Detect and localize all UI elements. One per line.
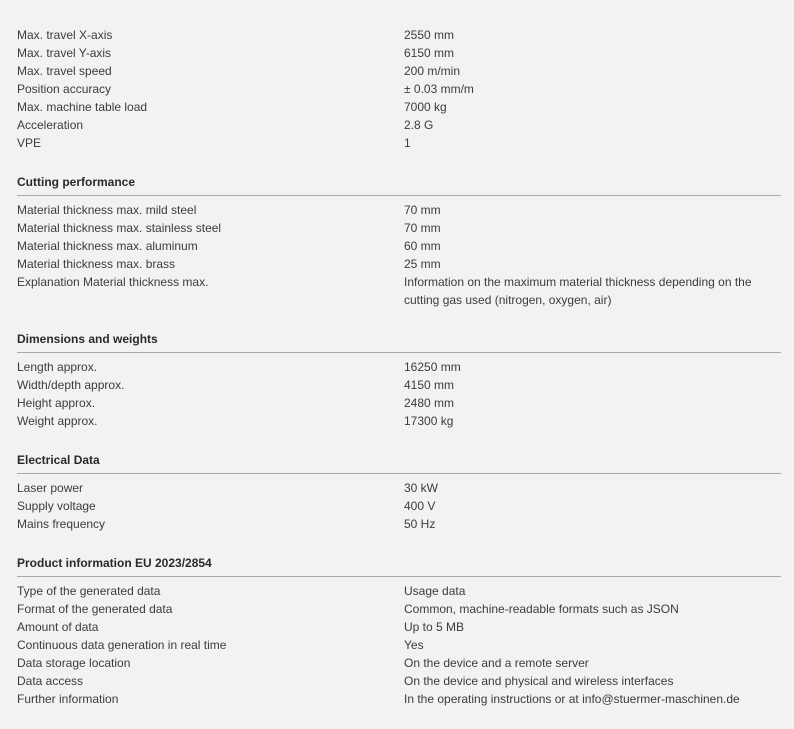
section-title: Product information EU 2023/2854 <box>17 533 781 577</box>
spec-label: Position accuracy <box>17 82 112 96</box>
spec-row <box>17 412 781 430</box>
spec-value: 25 mm <box>404 257 441 271</box>
spec-value: ± 0.03 mm/m <box>404 82 474 96</box>
spec-label: Continuous data generation in real time <box>17 638 227 652</box>
spec-label: Data storage location <box>17 656 131 670</box>
spec-row <box>17 515 781 533</box>
spec-row <box>17 672 781 690</box>
spec-value: 2550 mm <box>404 28 455 42</box>
spec-label: Weight approx. <box>17 414 98 428</box>
section-title: Cutting performance <box>17 152 781 196</box>
spec-label: Mains frequency <box>17 517 106 531</box>
spec-row <box>17 273 781 309</box>
spec-value: 30 kW <box>404 481 439 495</box>
spec-value: 400 V <box>404 499 436 513</box>
spec-row <box>17 237 781 255</box>
spec-label: Max. travel speed <box>17 64 112 78</box>
spec-value: Information on the maximum material thickness depending on the cutting gas used (nitrogen, oxygen, air) <box>404 275 752 307</box>
spec-row <box>17 582 781 600</box>
spec-value: In the operating instructions or at info@stuermer-maschinen.de <box>404 692 740 706</box>
spec-label: Format of the generated data <box>17 602 173 616</box>
spec-value: On the device and a remote server <box>404 656 589 670</box>
spec-row <box>17 358 781 376</box>
spec-value: 70 mm <box>404 221 441 235</box>
spec-label: Material thickness max. brass <box>17 257 176 271</box>
section-cutting-performance <box>17 152 781 309</box>
spec-value: 2.8 G <box>404 118 434 132</box>
spec-label: Amount of data <box>17 620 99 634</box>
spec-label: Acceleration <box>17 118 84 132</box>
spec-label: Further information <box>17 692 119 706</box>
section-product-information <box>17 533 781 708</box>
spec-value: 2480 mm <box>404 396 455 410</box>
spec-label: Data access <box>17 674 84 688</box>
spec-label: VPE <box>17 136 42 150</box>
spec-row <box>17 600 781 618</box>
spec-row <box>17 44 781 62</box>
spec-row <box>17 201 781 219</box>
spec-label: Length approx. <box>17 360 98 374</box>
spec-value: Usage data <box>404 584 466 598</box>
spec-label: Type of the generated data <box>17 584 161 598</box>
spec-row <box>17 219 781 237</box>
spec-value: 50 Hz <box>404 517 436 531</box>
spec-label: Laser power <box>17 481 84 495</box>
spec-label: Material thickness max. stainless steel <box>17 221 222 235</box>
spec-label: Material thickness max. aluminum <box>17 239 198 253</box>
spec-row <box>17 80 781 98</box>
spec-label: Max. machine table load <box>17 100 148 114</box>
spec-value: 1 <box>404 136 411 150</box>
general-specs <box>17 26 781 152</box>
section-title: Dimensions and weights <box>17 309 781 353</box>
spec-row <box>17 116 781 134</box>
spec-value: 4150 mm <box>404 378 455 392</box>
spec-value: 7000 kg <box>404 100 447 114</box>
spec-row <box>17 376 781 394</box>
spec-value: 60 mm <box>404 239 441 253</box>
spec-row <box>17 62 781 80</box>
spec-label: Material thickness max. mild steel <box>17 203 197 217</box>
spec-value: 6150 mm <box>404 46 455 60</box>
section-title: Electrical Data <box>17 430 781 474</box>
spec-label: Supply voltage <box>17 499 96 513</box>
spec-value: Up to 5 MB <box>404 620 465 634</box>
spec-row <box>17 497 781 515</box>
spec-row <box>17 255 781 273</box>
spec-row <box>17 98 781 116</box>
spec-row <box>17 654 781 672</box>
spec-row <box>17 690 781 708</box>
spec-label: Width/depth approx. <box>17 378 125 392</box>
spec-row <box>17 394 781 412</box>
spec-label: Height approx. <box>17 396 96 410</box>
spec-value: 200 m/min <box>404 64 461 78</box>
spec-row <box>17 479 781 497</box>
spec-row <box>17 618 781 636</box>
spec-value: On the device and physical and wireless interfaces <box>404 674 674 688</box>
spec-row <box>17 26 781 44</box>
section-electrical-data <box>17 430 781 533</box>
spec-row <box>17 636 781 654</box>
spec-value: Common, machine-readable formats such as JSON <box>404 602 679 616</box>
spec-label: Explanation Material thickness max. <box>17 275 209 289</box>
spec-row <box>17 134 781 152</box>
spec-label: Max. travel X-axis <box>17 28 113 42</box>
spec-label: Max. travel Y-axis <box>17 46 112 60</box>
spec-value: Yes <box>404 638 424 652</box>
section-dimensions-weights <box>17 309 781 430</box>
spec-value: 17300 kg <box>404 414 454 428</box>
spec-value: 70 mm <box>404 203 441 217</box>
spec-value: 16250 mm <box>404 360 461 374</box>
